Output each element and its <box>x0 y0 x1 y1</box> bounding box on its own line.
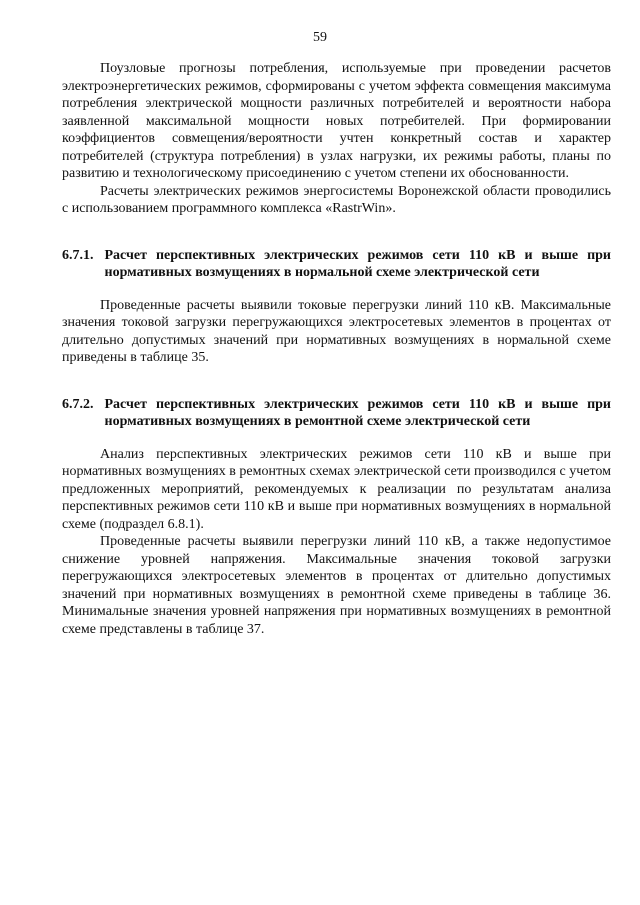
paragraph-repair-scheme-results: Проведенные расчеты выявили перегрузки линий 110 кВ, а также недопустимое снижение уровней напряжения. Максимальные значения токовой загрузки перегружающихся электросетевых элементов в процентах от длительно допустимых значений при нормативных возмущениях в ремонтной схеме приведены в таблице 36. Минимальные значения уровней напряжения при нормативных возмущениях в ремонтной схеме представлены в таблице 37. <box>62 534 611 637</box>
page-number: 59 <box>313 30 327 45</box>
document-body <box>62 60 611 638</box>
paragraph-load-forecasts: Поузловые прогнозы потребления, используемые при проведении расчетов электроэнергетических режимов, сформированы с учетом эффекта совмещения максимума потребления электрической мощности различных потребителей и вероятности набора заявленной максимальной мощности новых потребителей. При формировании коэффициентов совмещения/вероятности учтен конкретный состав и характер потребителей (структура потребления) в узлах нагрузки, их режимы работы, планы по развитию и технологическому присоединению с учетом степени их обоснованности. <box>62 61 611 181</box>
paragraph-repair-scheme-analysis: Анализ перспективных электрических режимов сети 110 кВ и выше при нормативных возмущениях в ремонтных схемах электрической сети производился с учетом предложенных мероприятий, рекомендуемых к реализации по результатам анализа перспективных режимов сети 110 кВ и выше при нормативных возмущениях в нормальной схеме (подраздел 6.8.1). <box>62 446 611 532</box>
section-title: Расчет перспективных электрических режимов сети 110 кВ и выше при нормативных возмущениях в нормальной схеме электрической сети <box>104 247 611 280</box>
section-number: 6.7.2. <box>62 396 94 412</box>
section-title: Расчет перспективных электрических режимов сети 110 кВ и выше при нормативных возмущениях в ремонтной схеме электрической сети <box>104 396 611 429</box>
section-heading-6-7-2 <box>62 396 611 431</box>
section-number: 6.7.1. <box>62 247 94 263</box>
paragraph-rastrwin: Расчеты электрических режимов энергосистемы Воронежской области проводились с использованием программного комплекса «RastrWin». <box>62 183 611 216</box>
section-heading-6-7-1 <box>62 247 611 282</box>
paragraph-normal-scheme-results: Проведенные расчеты выявили токовые перегрузки линий 110 кВ. Максимальные значения токовой загрузки перегружающихся электросетевых элементов в процентах от длительно допустимых значений при нормативных возмущениях в нормальной схеме приведены в таблице 35. <box>62 297 611 365</box>
